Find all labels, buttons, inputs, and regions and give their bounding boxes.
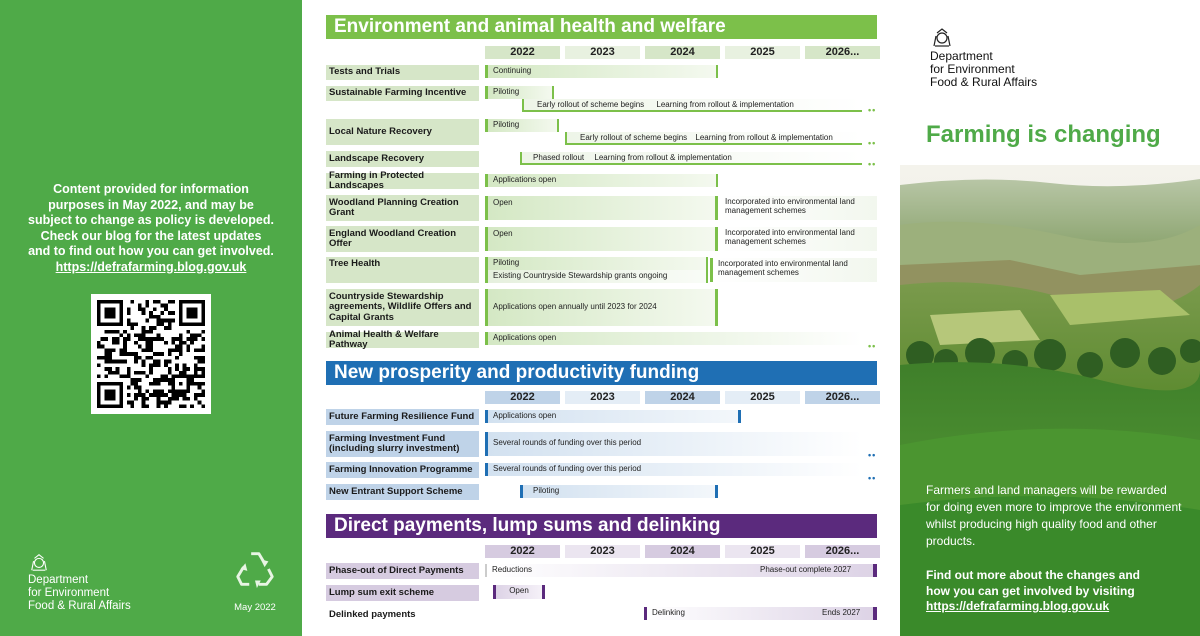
row-label: Tree Health xyxy=(326,257,479,283)
row-label: Farming Innovation Programme xyxy=(326,462,479,478)
row-label: Woodland Planning Creation Grant xyxy=(326,195,479,221)
row-label: Tests and Trials xyxy=(326,65,479,80)
bar-text: Early rollout of scheme begins xyxy=(537,100,645,109)
timeline-bar: Incorporated into environmental land management schemes xyxy=(710,258,877,282)
dept-name-line: for Environment xyxy=(28,587,110,599)
bar-text: Learning from rollout & implementation xyxy=(594,153,732,162)
royal-crest-icon xyxy=(930,26,954,48)
recycle-icon xyxy=(232,546,278,592)
qr-code-icon xyxy=(97,300,205,408)
timeline-bar: Piloting xyxy=(485,119,559,132)
timeline-bar: Applications open annually until 2023 for 2024 xyxy=(485,289,718,326)
timeline-bar: Piloting xyxy=(520,485,718,498)
info-line: subject to change as policy is developed. xyxy=(28,213,274,227)
year-header: 2026... xyxy=(805,545,880,558)
cta-line: how you can get involved by visiting xyxy=(926,583,1135,598)
row-label: Countryside Stewardship agreements, Wildlife Offers and Capital Grants xyxy=(326,289,479,326)
row-label: Phase-out of Direct Payments xyxy=(326,563,479,579)
row-label: New Entrant Support Scheme xyxy=(326,484,479,500)
bar-text: Learning from rollout & implementation xyxy=(656,100,794,109)
continues-indicator: •• xyxy=(868,105,877,115)
timeline-bar: Reductions xyxy=(485,564,877,577)
year-header: 2024 xyxy=(645,391,720,404)
continues-indicator: •• xyxy=(868,473,877,483)
right-panel xyxy=(900,0,1200,636)
dept-name-line: Food & Rural Affairs xyxy=(28,600,131,612)
timeline-bar: Open xyxy=(485,227,718,251)
blog-link[interactable]: https://defrafarming.blog.gov.uk xyxy=(55,259,247,274)
page-title: Farming is changing xyxy=(926,121,1161,148)
row-label: Local Nature Recovery xyxy=(326,119,479,145)
continues-indicator: •• xyxy=(868,159,877,169)
info-notice xyxy=(18,182,284,275)
continues-indicator: •• xyxy=(868,341,877,351)
row-label: England Woodland Creation Offer xyxy=(326,226,479,252)
year-header: 2025 xyxy=(725,391,800,404)
bar-text: Early rollout of scheme begins xyxy=(580,133,688,142)
row-label: Animal Health & Welfare Pathway xyxy=(326,332,479,348)
timeline-bar xyxy=(520,152,862,165)
section-header-prosperity: New prosperity and productivity funding xyxy=(326,361,877,385)
row-label: Farming Investment Fund (including slurry investment) xyxy=(326,431,479,457)
year-header: 2024 xyxy=(645,46,720,59)
left-panel xyxy=(0,0,302,636)
row-label: Lump sum exit scheme xyxy=(326,585,479,601)
continues-indicator: •• xyxy=(868,138,877,148)
timeline-bar xyxy=(522,99,862,112)
dept-name-line: Food & Rural Affairs xyxy=(930,75,1038,89)
defra-logo xyxy=(28,552,208,613)
bar-end-text: Ends 2027 xyxy=(822,608,861,617)
row-label: Delinked payments xyxy=(326,607,479,623)
timeline-bar: Piloting xyxy=(485,86,554,99)
qr-code xyxy=(91,294,211,414)
info-line: Check our blog for the latest updates xyxy=(40,228,262,243)
year-header: 2022 xyxy=(485,46,560,59)
defra-logo xyxy=(930,26,1130,89)
timeline-bar: Existing Countryside Stewardship grants ongoing xyxy=(485,270,708,283)
timeline-bar: Incorporated into environmental land management schemes xyxy=(720,227,877,251)
bar-text: Phased rollout xyxy=(533,153,585,162)
publication-date: May 2022 xyxy=(234,602,276,613)
timeline-bar: Applications open xyxy=(485,174,718,187)
timeline-panel xyxy=(302,0,900,636)
timeline-bar: Continuing xyxy=(485,65,718,78)
info-line: Content provided for information xyxy=(53,182,249,196)
bar-text: Learning from rollout & implementation xyxy=(695,133,833,142)
year-header: 2022 xyxy=(485,391,560,404)
timeline-bar: Delinking xyxy=(644,607,877,620)
call-to-action xyxy=(926,568,1184,615)
year-header: 2026... xyxy=(805,46,880,59)
timeline-bar: Open xyxy=(493,585,545,599)
row-label: Farming in Protected Landscapes xyxy=(326,173,479,189)
timeline-bar: Several rounds of funding over this period xyxy=(485,432,862,456)
intro-text: Farmers and land managers will be rewarded for doing even more to improve the environment whilst producing high quality food and other products. xyxy=(926,483,1182,548)
row-label: Future Farming Resilience Fund xyxy=(326,409,479,425)
continues-indicator: •• xyxy=(868,450,877,460)
dept-name-line: Department xyxy=(930,49,993,63)
year-header: 2023 xyxy=(565,46,640,59)
cta-line: Find out more about the changes and xyxy=(926,568,1141,582)
row-label: Sustainable Farming Incentive xyxy=(326,86,479,101)
timeline-bar xyxy=(565,132,862,145)
bar-end-text: Phase-out complete 2027 xyxy=(760,565,852,574)
countryside-photo xyxy=(900,165,1200,636)
section-header-environment: Environment and animal health and welfare xyxy=(326,15,877,39)
year-header: 2026... xyxy=(805,391,880,404)
year-header: 2025 xyxy=(725,46,800,59)
timeline-bar: Applications open xyxy=(485,410,741,423)
timeline-bar: Incorporated into environmental land management schemes xyxy=(720,196,877,220)
timeline-bar: Open xyxy=(485,196,718,220)
info-line: and to find out how you can get involved. xyxy=(28,244,274,258)
row-label: Landscape Recovery xyxy=(326,151,479,167)
year-header: 2025 xyxy=(725,545,800,558)
year-header: 2023 xyxy=(565,545,640,558)
year-header: 2024 xyxy=(645,545,720,558)
dept-name-line: Department xyxy=(28,574,89,586)
year-header: 2023 xyxy=(565,391,640,404)
dept-name-line: for Environment xyxy=(930,62,1015,76)
year-header: 2022 xyxy=(485,545,560,558)
timeline-bar: Piloting xyxy=(485,257,708,270)
timeline-bar: Several rounds of funding over this period xyxy=(485,463,862,476)
timeline-bar: Applications open xyxy=(485,332,862,345)
cta-blog-link[interactable]: https://defrafarming.blog.gov.uk xyxy=(926,599,1110,613)
royal-crest-icon xyxy=(28,552,50,572)
info-line: purposes in May 2022, and may be xyxy=(48,197,254,212)
section-header-direct-payments: Direct payments, lump sums and delinking xyxy=(326,514,877,538)
